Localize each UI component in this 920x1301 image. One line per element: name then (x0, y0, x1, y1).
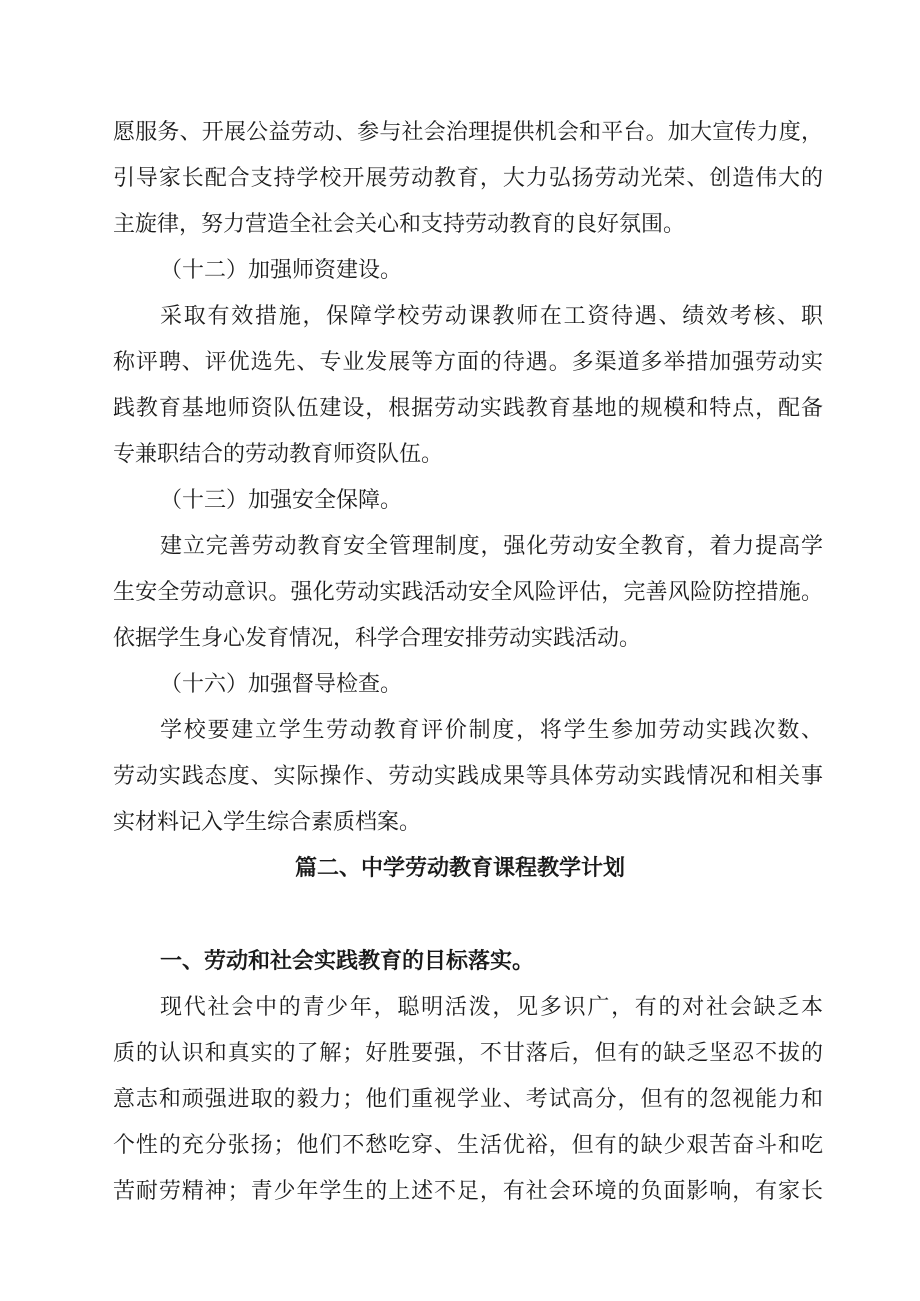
paragraph-line: 愿服务、开展公益劳动、参与社会治理提供机会和平台。加大宣传力度， (113, 120, 823, 145)
section-title: 篇二、中学劳动教育课程教学计划 (294, 856, 625, 881)
paragraph-line: 学校要建立学生劳动教育评价制度，将学生参加劳动实践次数、 (160, 718, 823, 743)
paragraph-line: 采取有效措施，保障学校劳动课教师在工资待遇、绩效考核、职 (160, 304, 823, 329)
paragraph-line: 称评聘、评优选先、专业发展等方面的待遇。多渠道多举措加强劳动实 (113, 350, 823, 375)
paragraph-line: 专兼职结合的劳动教育师资队伍。 (113, 442, 444, 467)
paragraph-line: 主旋律，努力营造全社会关心和支持劳动教育的良好氛围。 (113, 212, 686, 237)
paragraph-line: 生安全劳动意识。强化劳动实践活动安全风险评估，完善风险防控措施。 (113, 580, 823, 605)
paragraph-line: 建立完善劳动教育安全管理制度，强化劳动安全教育，着力提高学 (160, 534, 823, 559)
paragraph-line: 现代社会中的青少年，聪明活泼，见多识广，有的对社会缺乏本 (160, 995, 823, 1020)
paragraph-line: 劳动实践态度、实际操作、劳动实践成果等具体劳动实践情况和相关事 (113, 764, 823, 789)
paragraph-line: 苦耐劳精神；青少年学生的上述不足，有社会环境的负面影响，有家长 (113, 1179, 823, 1204)
subheading-12: （十二）加强师资建设。 (160, 258, 403, 283)
paragraph-line: 质的认识和真实的了解；好胜要强，不甘落后，但有的缺乏坚忍不拔的 (113, 1041, 823, 1066)
section-heading: 一、劳动和社会实践教育的目标落实。 (160, 949, 535, 974)
paragraph-line: 意志和顽强进取的毅力；他们重视学业、考试高分，但有的忽视能力和 (113, 1087, 823, 1112)
paragraph-line: 依据学生身心发育情况，科学合理安排劳动实践活动。 (113, 626, 642, 651)
subheading-13: （十三）加强安全保障。 (160, 488, 403, 513)
paragraph-line: 个性的充分张扬；他们不愁吃穿、生活优裕，但有的缺少艰苦奋斗和吃 (113, 1133, 823, 1158)
paragraph-line: 实材料记入学生综合素质档案。 (113, 810, 422, 835)
subheading-16: （十六）加强督导检查。 (160, 672, 403, 697)
paragraph-line: 引导家长配合支持学校开展劳动教育，大力弘扬劳动光荣、创造伟大的 (113, 166, 823, 191)
paragraph-line: 践教育基地师资队伍建设，根据劳动实践教育基地的规模和特点，配备 (113, 396, 823, 421)
